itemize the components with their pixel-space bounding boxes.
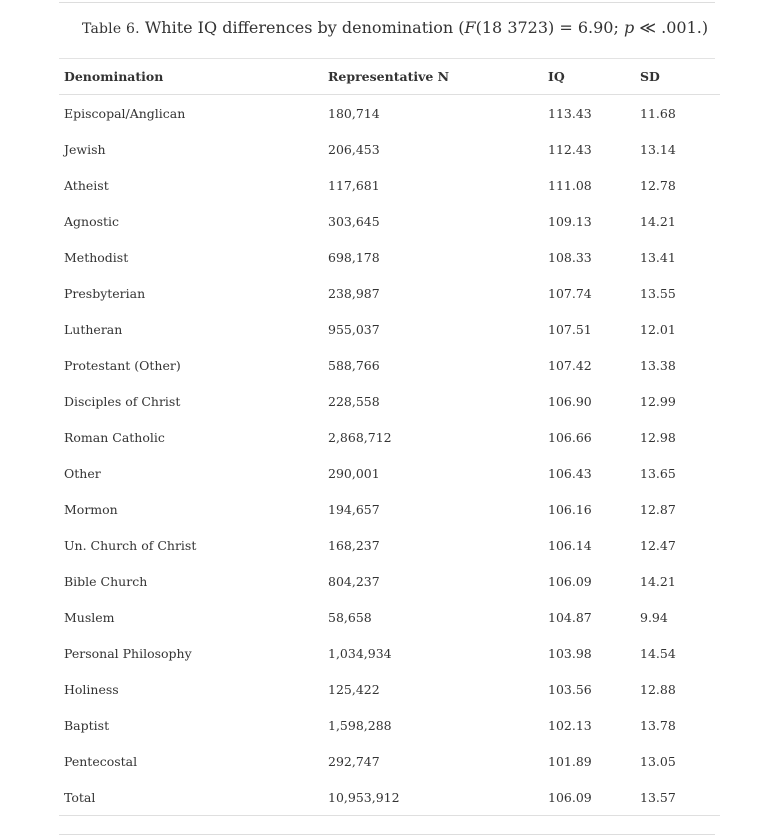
cell-iq: 102.13 xyxy=(548,717,592,733)
header-denomination: Denomination xyxy=(59,58,328,95)
table-row xyxy=(59,239,720,275)
table-row xyxy=(59,131,720,167)
cell-denomination: Episcopal/Anglican xyxy=(64,105,186,121)
cell-representative-n: 206,453 xyxy=(328,141,380,157)
cell-representative-n: 117,681 xyxy=(328,177,380,193)
cell-denomination: Muslem xyxy=(64,609,115,625)
cell-iq: 107.51 xyxy=(548,321,592,337)
cell-iq: 103.56 xyxy=(548,681,592,697)
cell-representative-n: 955,037 xyxy=(328,321,380,337)
cell-representative-n: 125,422 xyxy=(328,681,380,697)
cell-representative-n: 303,645 xyxy=(328,213,380,229)
cell-representative-n: 804,237 xyxy=(328,573,380,589)
cell-iq: 106.14 xyxy=(548,537,592,553)
cell-representative-n: 194,657 xyxy=(328,501,380,517)
cell-representative-n: 58,658 xyxy=(328,609,372,625)
table-row xyxy=(59,599,720,635)
table-row xyxy=(59,707,720,743)
cell-iq: 103.98 xyxy=(548,645,592,661)
cell-denomination: Jewish xyxy=(64,141,106,157)
denomination-table xyxy=(59,58,720,816)
header-representative-n: Representative N xyxy=(328,58,548,95)
table-row xyxy=(59,275,720,311)
cell-representative-n: 588,766 xyxy=(328,357,380,373)
header-iq: IQ xyxy=(548,58,640,95)
cell-denomination: Personal Philosophy xyxy=(64,645,192,661)
cell-sd: 14.21 xyxy=(640,213,676,229)
cell-sd: 9.94 xyxy=(640,609,668,625)
cell-sd: 13.57 xyxy=(640,779,720,816)
table-row xyxy=(59,491,720,527)
cell-denomination: Atheist xyxy=(64,177,109,193)
cell-sd: 11.68 xyxy=(640,105,676,121)
bottom-rule xyxy=(59,834,715,835)
table-caption xyxy=(82,18,708,39)
cell-sd: 12.47 xyxy=(640,537,676,553)
cell-sd: 12.99 xyxy=(640,393,676,409)
cell-denomination: Methodist xyxy=(64,249,129,265)
cell-iq: 107.74 xyxy=(548,285,592,301)
cell-iq: 104.87 xyxy=(548,609,592,625)
cell-iq: 106.16 xyxy=(548,501,592,517)
cell-denomination: Bible Church xyxy=(64,573,148,589)
cell-iq: 108.33 xyxy=(548,249,592,265)
caption-p-symbol: p xyxy=(623,18,635,37)
table-row xyxy=(59,383,720,419)
cell-denomination: Roman Catholic xyxy=(64,429,165,445)
table-row xyxy=(59,311,720,347)
cell-denomination: Holiness xyxy=(64,681,119,697)
table-row xyxy=(59,455,720,491)
top-rule xyxy=(59,2,715,3)
caption-f-args: (18 3723) = 6.90; xyxy=(475,18,624,37)
cell-representative-n: 10,953,912 xyxy=(328,779,548,816)
cell-representative-n: 180,714 xyxy=(328,105,380,121)
cell-denomination: Presbyterian xyxy=(64,285,146,301)
cell-sd: 13.78 xyxy=(640,717,676,733)
cell-iq: 106.43 xyxy=(548,465,592,481)
cell-denomination: Agnostic xyxy=(64,213,120,229)
cell-iq: 111.08 xyxy=(548,177,592,193)
cell-iq: 112.43 xyxy=(548,141,592,157)
cell-denomination: Other xyxy=(64,465,101,481)
cell-iq: 107.42 xyxy=(548,357,592,373)
cell-iq: 106.09 xyxy=(548,779,640,816)
cell-sd: 13.65 xyxy=(640,465,676,481)
cell-denomination: Un. Church of Christ xyxy=(64,537,197,553)
cell-sd: 14.54 xyxy=(640,645,676,661)
cell-representative-n: 1,598,288 xyxy=(328,717,392,733)
cell-denomination: Disciples of Christ xyxy=(64,393,181,409)
cell-denomination: Baptist xyxy=(64,717,110,733)
cell-sd: 12.01 xyxy=(640,321,676,337)
header-row xyxy=(59,58,720,95)
cell-sd: 13.38 xyxy=(640,357,676,373)
cell-iq: 106.66 xyxy=(548,429,592,445)
cell-sd: 12.87 xyxy=(640,501,676,517)
cell-sd: 13.41 xyxy=(640,249,676,265)
cell-representative-n: 290,001 xyxy=(328,465,380,481)
table-row xyxy=(59,203,720,239)
cell-iq: 106.09 xyxy=(548,573,592,589)
caption-p-rest: ≪ .001.) xyxy=(634,18,709,37)
cell-iq: 109.13 xyxy=(548,213,592,229)
cell-sd: 12.88 xyxy=(640,681,676,697)
table-row xyxy=(59,743,720,779)
caption-f-symbol: F xyxy=(464,18,476,37)
cell-denomination: Total xyxy=(59,779,328,816)
table-row xyxy=(59,419,720,455)
table-row xyxy=(59,563,720,599)
cell-sd: 14.21 xyxy=(640,573,676,589)
cell-sd: 12.98 xyxy=(640,429,676,445)
caption-label: Table 6. xyxy=(82,21,140,37)
caption-text: White IQ differences by denomination ( xyxy=(144,18,465,37)
table-row xyxy=(59,635,720,671)
table-row xyxy=(59,527,720,563)
table-row-total xyxy=(59,779,720,816)
cell-iq: 101.89 xyxy=(548,753,592,769)
cell-denomination: Protestant (Other) xyxy=(64,357,181,373)
cell-iq: 106.90 xyxy=(548,393,592,409)
cell-sd: 12.78 xyxy=(640,177,676,193)
cell-representative-n: 1,034,934 xyxy=(328,645,392,661)
cell-denomination: Lutheran xyxy=(64,321,123,337)
table-row xyxy=(59,167,720,203)
cell-representative-n: 238,987 xyxy=(328,285,380,301)
cell-representative-n: 228,558 xyxy=(328,393,380,409)
cell-representative-n: 168,237 xyxy=(328,537,380,553)
header-sd: SD xyxy=(640,58,720,95)
cell-representative-n: 698,178 xyxy=(328,249,380,265)
cell-representative-n: 2,868,712 xyxy=(328,429,392,445)
table-row xyxy=(59,347,720,383)
table-row xyxy=(59,671,720,707)
cell-representative-n: 292,747 xyxy=(328,753,380,769)
cell-iq: 113.43 xyxy=(548,105,592,121)
cell-denomination: Pentecostal xyxy=(64,753,138,769)
cell-sd: 13.55 xyxy=(640,285,676,301)
table-row xyxy=(59,95,720,132)
cell-denomination: Mormon xyxy=(64,501,118,517)
cell-sd: 13.14 xyxy=(640,141,676,157)
table-body xyxy=(59,95,720,816)
cell-sd: 13.05 xyxy=(640,753,676,769)
